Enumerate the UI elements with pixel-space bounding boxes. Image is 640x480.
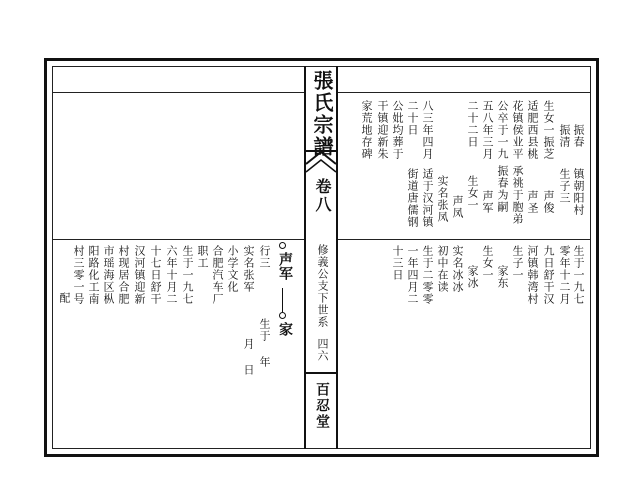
upper-col-5: 花镇侯业平	[511, 100, 524, 160]
lower-col-4: 河镇韩湾村	[526, 245, 539, 305]
lineage-connector	[282, 288, 283, 312]
lower-col-3: 九日舒干汉	[542, 245, 555, 305]
birth-tail: 月 日	[242, 338, 255, 376]
middle-col-8: 生女一	[466, 175, 479, 211]
middle-col-7: 声军	[481, 190, 494, 214]
upper-col-7: 五八年三月	[481, 100, 494, 160]
lower-col-12: 一年四月二	[406, 245, 419, 305]
left-col-4: 合肥汽车厂	[211, 245, 224, 305]
left-col-10: 村现居合肥	[117, 245, 130, 305]
left-col-1: 行三	[258, 245, 271, 269]
middle-col-2: 生子三	[558, 168, 571, 204]
lower-col-13: 十三日	[391, 245, 404, 281]
right-header-divider	[338, 92, 591, 93]
left-col-6: 生于一九七	[181, 245, 194, 305]
spine-volume: 卷八	[313, 178, 332, 214]
upper-col-9: 八三年四月	[421, 100, 434, 160]
left-col-3: 小学文化	[226, 245, 239, 293]
upper-col-11: 公妣均葬于	[391, 100, 404, 160]
left-col-9: 汉河镇迎新	[133, 245, 146, 305]
lower-col-11: 生于二零零	[421, 245, 434, 305]
middle-col-11: 适于汉河镇	[421, 168, 434, 228]
middle-col-3: 声俊	[542, 190, 555, 214]
lower-col-8: 家冰	[466, 265, 479, 289]
generation-marker-top	[279, 242, 286, 249]
lower-col-10: 初中在读	[436, 245, 449, 293]
lower-col-9: 实名冰冰	[451, 245, 464, 293]
generation-marker-bottom	[279, 312, 286, 319]
lower-col-6: 家东	[496, 265, 509, 289]
left-col-12: 阳路化工南	[87, 245, 100, 305]
spouse-label: 配	[58, 292, 71, 304]
spine-left-border	[304, 66, 306, 449]
upper-col-13: 家荒地存碑	[360, 100, 373, 160]
upper-col-10: 二十日	[406, 100, 419, 136]
upper-col-4: 适肥西县桃	[526, 100, 539, 160]
spine-divider-bottom	[304, 372, 338, 374]
middle-col-5: 承祧于胞弟	[511, 165, 524, 225]
left-col-13: 村三零一号	[72, 245, 85, 305]
generation-name-top: 声军	[277, 252, 293, 280]
middle-col-4: 声圣	[526, 190, 539, 214]
upper-col-1: 振春	[572, 124, 585, 148]
middle-col-10: 实名张凤	[436, 175, 449, 223]
left-col-5: 职工	[196, 245, 209, 269]
lower-col-1: 生于一九七	[572, 245, 585, 305]
right-mid-divider	[338, 239, 591, 240]
left-header-divider	[52, 92, 304, 93]
spine-subtitle: 修義公支下世系	[316, 244, 329, 328]
left-col-11: 市瑶海区枞	[102, 245, 115, 305]
birth-line: 生于 年	[258, 318, 271, 368]
left-col-2: 实名张军	[242, 245, 255, 293]
lower-col-7: 生女一	[481, 245, 494, 281]
middle-col-9: 声凤	[451, 195, 464, 219]
lower-col-5: 生子一	[511, 245, 524, 281]
upper-col-12: 干镇迎新朱	[376, 100, 389, 160]
lower-col-2: 零年十二月	[558, 245, 571, 305]
spine-title: 張氏宗譜	[310, 70, 334, 158]
upper-col-2: 振清	[558, 124, 571, 148]
middle-col-1: 镇朝阳村	[572, 168, 585, 216]
upper-col-8: 二十二日	[466, 100, 479, 148]
generation-name-bottom: 家	[277, 322, 293, 336]
middle-col-6: 振春为嗣	[496, 165, 509, 213]
spine-hall-name: 百忍堂	[314, 382, 330, 430]
left-col-7: 六年十月二	[165, 245, 178, 305]
left-mid-divider	[52, 239, 304, 240]
upper-col-3: 生女一振芝	[542, 100, 555, 160]
left-col-8: 十七日舒干	[149, 245, 162, 305]
middle-col-12: 街道唐儒钢	[406, 168, 419, 228]
spine-page-number: 四六	[316, 338, 329, 362]
upper-col-6: 公卒于一九	[496, 100, 509, 160]
